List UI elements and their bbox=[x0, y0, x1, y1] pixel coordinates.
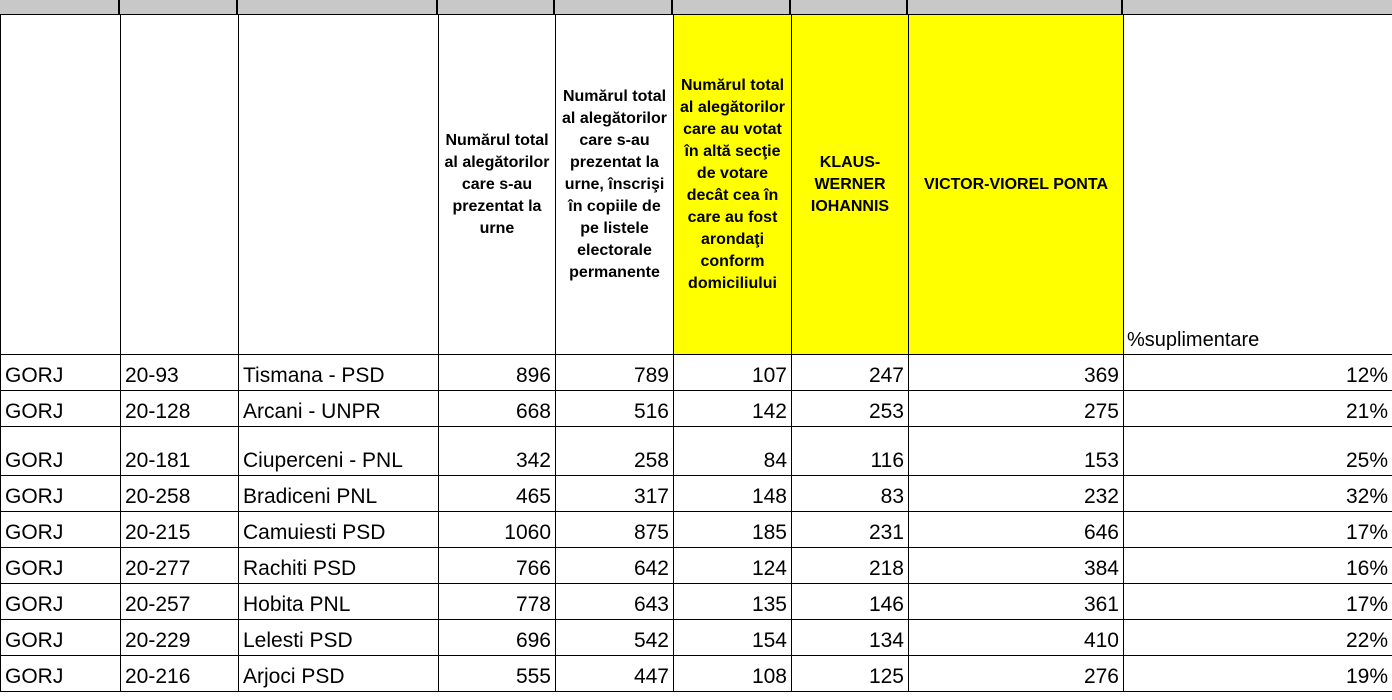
iohannis-votes-cell[interactable]: 116 bbox=[792, 427, 909, 476]
ponta-votes-cell[interactable]: 384 bbox=[909, 548, 1124, 584]
other-section-cell[interactable]: 84 bbox=[674, 427, 792, 476]
locality-cell[interactable]: Rachiti PSD bbox=[239, 548, 439, 584]
ponta-votes-cell[interactable]: 410 bbox=[909, 620, 1124, 656]
header-total-voters[interactable]: Numărul total al alegătorilor care s-au prezentat la urne bbox=[439, 15, 556, 355]
section-code-cell[interactable]: 20-215 bbox=[121, 512, 239, 548]
table-row bbox=[1, 391, 1392, 427]
header-permanent-copies[interactable]: Numărul total al alegătorilor care s-au prezentat la urne, înscrişi în copiile de pe listele electorale permanente bbox=[556, 15, 674, 355]
other-section-cell[interactable]: 148 bbox=[674, 476, 792, 512]
county-cell[interactable]: GORJ bbox=[1, 476, 121, 512]
county-cell[interactable]: GORJ bbox=[1, 427, 121, 476]
ponta-votes-cell[interactable]: 369 bbox=[909, 355, 1124, 391]
permanent-copies-cell[interactable]: 875 bbox=[556, 512, 674, 548]
column-header-d bbox=[438, 0, 555, 14]
pct-suplimentare-cell[interactable]: 32% bbox=[1124, 476, 1392, 512]
header-other-section[interactable]: Numărul total al alegătorilor care au votat în altă secţie de votare decât cea în care au fost arondaţi conform domiciliului bbox=[674, 15, 792, 355]
iohannis-votes-cell[interactable]: 146 bbox=[792, 584, 909, 620]
ponta-votes-cell[interactable]: 646 bbox=[909, 512, 1124, 548]
ponta-votes-cell[interactable]: 232 bbox=[909, 476, 1124, 512]
county-cell[interactable]: GORJ bbox=[1, 548, 121, 584]
section-code-cell[interactable]: 20-258 bbox=[121, 476, 239, 512]
column-header-f bbox=[673, 0, 791, 14]
county-cell[interactable]: GORJ bbox=[1, 355, 121, 391]
permanent-copies-cell[interactable]: 516 bbox=[556, 391, 674, 427]
total-voters-cell[interactable]: 555 bbox=[439, 656, 556, 692]
locality-cell[interactable]: Arjoci PSD bbox=[239, 656, 439, 692]
iohannis-votes-cell[interactable]: 83 bbox=[792, 476, 909, 512]
table-row bbox=[1, 656, 1392, 692]
permanent-copies-cell[interactable]: 643 bbox=[556, 584, 674, 620]
other-section-cell[interactable]: 185 bbox=[674, 512, 792, 548]
total-voters-cell[interactable]: 778 bbox=[439, 584, 556, 620]
other-section-cell[interactable]: 142 bbox=[674, 391, 792, 427]
ponta-votes-cell[interactable]: 276 bbox=[909, 656, 1124, 692]
ponta-votes-cell[interactable]: 275 bbox=[909, 391, 1124, 427]
permanent-copies-cell[interactable]: 642 bbox=[556, 548, 674, 584]
section-code-cell[interactable]: 20-277 bbox=[121, 548, 239, 584]
locality-cell[interactable]: Lelesti PSD bbox=[239, 620, 439, 656]
ponta-votes-cell[interactable]: 361 bbox=[909, 584, 1124, 620]
table-row bbox=[1, 548, 1392, 584]
pct-suplimentare-cell[interactable]: 25% bbox=[1124, 427, 1392, 476]
table-row bbox=[1, 476, 1392, 512]
top-header-strip bbox=[0, 0, 1392, 14]
total-voters-cell[interactable]: 465 bbox=[439, 476, 556, 512]
iohannis-votes-cell[interactable]: 125 bbox=[792, 656, 909, 692]
iohannis-votes-cell[interactable]: 247 bbox=[792, 355, 909, 391]
other-section-cell[interactable]: 124 bbox=[674, 548, 792, 584]
table-row bbox=[1, 427, 1392, 476]
county-cell[interactable]: GORJ bbox=[1, 656, 121, 692]
header-iohannis[interactable]: KLAUS-WERNER IOHANNIS bbox=[792, 15, 909, 355]
column-header-h bbox=[908, 0, 1123, 14]
section-code-cell[interactable]: 20-93 bbox=[121, 355, 239, 391]
locality-cell[interactable]: Camuiesti PSD bbox=[239, 512, 439, 548]
column-header-i bbox=[1123, 0, 1392, 14]
permanent-copies-cell[interactable]: 447 bbox=[556, 656, 674, 692]
header-pct-suplimentare[interactable]: %suplimentare bbox=[1124, 15, 1392, 355]
county-cell[interactable]: GORJ bbox=[1, 620, 121, 656]
other-section-cell[interactable]: 107 bbox=[674, 355, 792, 391]
section-code-cell[interactable]: 20-128 bbox=[121, 391, 239, 427]
header-ponta[interactable]: VICTOR-VIOREL PONTA bbox=[909, 15, 1124, 355]
table-row bbox=[1, 512, 1392, 548]
county-cell[interactable]: GORJ bbox=[1, 584, 121, 620]
permanent-copies-cell[interactable]: 542 bbox=[556, 620, 674, 656]
other-section-cell[interactable]: 154 bbox=[674, 620, 792, 656]
column-header-c bbox=[238, 0, 438, 14]
section-code-cell[interactable]: 20-229 bbox=[121, 620, 239, 656]
county-cell[interactable]: GORJ bbox=[1, 512, 121, 548]
total-voters-cell[interactable]: 896 bbox=[439, 355, 556, 391]
other-section-cell[interactable]: 108 bbox=[674, 656, 792, 692]
section-code-cell[interactable]: 20-257 bbox=[121, 584, 239, 620]
permanent-copies-cell[interactable]: 789 bbox=[556, 355, 674, 391]
header-cell-county[interactable] bbox=[1, 15, 121, 355]
pct-suplimentare-cell[interactable]: 22% bbox=[1124, 620, 1392, 656]
total-voters-cell[interactable]: 1060 bbox=[439, 512, 556, 548]
other-section-cell[interactable]: 135 bbox=[674, 584, 792, 620]
header-row bbox=[1, 15, 1392, 355]
column-header-a bbox=[0, 0, 120, 14]
locality-cell[interactable]: Ciuperceni - PNL bbox=[239, 427, 439, 476]
permanent-copies-cell[interactable]: 258 bbox=[556, 427, 674, 476]
table-row bbox=[1, 355, 1392, 391]
locality-cell[interactable]: Bradiceni PNL bbox=[239, 476, 439, 512]
iohannis-votes-cell[interactable]: 231 bbox=[792, 512, 909, 548]
locality-cell[interactable]: Arcani - UNPR bbox=[239, 391, 439, 427]
column-header-e bbox=[555, 0, 673, 14]
pct-suplimentare-cell[interactable]: 12% bbox=[1124, 355, 1392, 391]
results-table bbox=[0, 14, 1392, 692]
iohannis-votes-cell[interactable]: 218 bbox=[792, 548, 909, 584]
pct-suplimentare-cell[interactable]: 16% bbox=[1124, 548, 1392, 584]
header-cell-locality[interactable] bbox=[239, 15, 439, 355]
column-header-b bbox=[120, 0, 238, 14]
total-voters-cell[interactable]: 766 bbox=[439, 548, 556, 584]
table-row bbox=[1, 620, 1392, 656]
pct-suplimentare-cell[interactable]: 17% bbox=[1124, 584, 1392, 620]
header-cell-code[interactable] bbox=[121, 15, 239, 355]
iohannis-votes-cell[interactable]: 134 bbox=[792, 620, 909, 656]
county-cell[interactable]: GORJ bbox=[1, 391, 121, 427]
locality-cell[interactable]: Hobita PNL bbox=[239, 584, 439, 620]
total-voters-cell[interactable]: 668 bbox=[439, 391, 556, 427]
ponta-votes-cell[interactable]: 153 bbox=[909, 427, 1124, 476]
locality-cell[interactable]: Tismana - PSD bbox=[239, 355, 439, 391]
section-code-cell[interactable]: 20-181 bbox=[121, 427, 239, 476]
pct-suplimentare-cell[interactable]: 21% bbox=[1124, 391, 1392, 427]
table-row bbox=[1, 584, 1392, 620]
total-voters-cell[interactable]: 696 bbox=[439, 620, 556, 656]
iohannis-votes-cell[interactable]: 253 bbox=[792, 391, 909, 427]
pct-suplimentare-cell[interactable]: 17% bbox=[1124, 512, 1392, 548]
permanent-copies-cell[interactable]: 317 bbox=[556, 476, 674, 512]
total-voters-cell[interactable]: 342 bbox=[439, 427, 556, 476]
section-code-cell[interactable]: 20-216 bbox=[121, 656, 239, 692]
pct-suplimentare-cell[interactable]: 19% bbox=[1124, 656, 1392, 692]
column-header-g bbox=[791, 0, 908, 14]
